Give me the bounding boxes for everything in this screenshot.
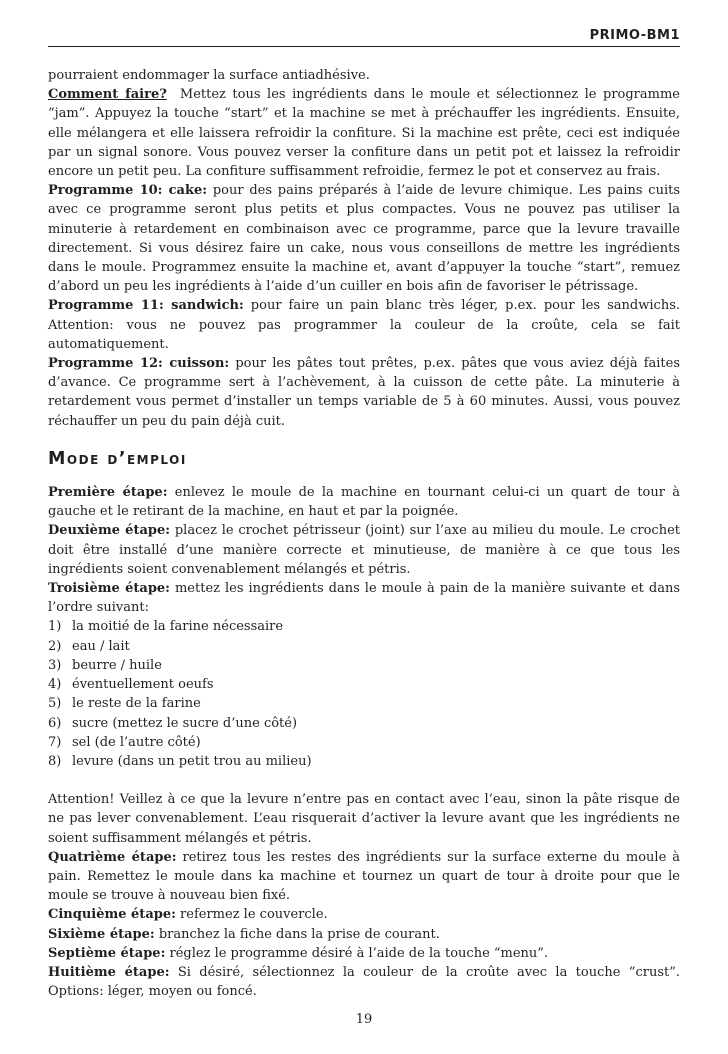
list-number: 5) — [48, 696, 62, 712]
list-item — [48, 733, 680, 752]
list-number: 2) — [48, 638, 62, 654]
section-heading: Mode d’emploi — [48, 448, 187, 469]
step-label: Cinquième étape: — [48, 907, 176, 923]
program-text: pour les pâtes tout prêtes, p.ex. pâtes que vous aviez déjà faites d’avance. Ce programme sert à l’achèvement, à la cuisson de cette pâte. La minuterie à retardement vous permet d’installer un temps variable de 5 à 60 minutes. Aussi, vous pouvez réchauffer un peu du pain déjà cuit. — [48, 356, 680, 429]
how-to-paragraph — [48, 85, 680, 181]
step-text: branchez la fiche dans la prise de courant. — [158, 926, 440, 942]
list-item — [48, 694, 680, 713]
step-paragraph — [48, 483, 680, 521]
step-paragraph — [48, 848, 680, 906]
list-item-text: eau / lait — [72, 638, 130, 654]
program-label: Programme 12: cuisson: — [48, 356, 230, 372]
step-label: Troisième étape: — [48, 581, 170, 597]
list-item-text: la moitié de la farine nécessaire — [72, 619, 284, 635]
list-item — [48, 656, 680, 675]
intro-continuation: pourraient endommager la surface antiadhésive. — [48, 68, 370, 83]
list-number: 6) — [48, 715, 62, 731]
program-paragraph — [48, 296, 680, 354]
list-item-text: le reste de la farine — [72, 696, 201, 712]
step-label: Première étape: — [48, 485, 168, 501]
document-title: PRIMO-BM1 — [589, 28, 680, 43]
step-paragraph — [48, 521, 680, 579]
header-rule — [48, 46, 680, 47]
step-label: Quatrième étape: — [48, 849, 177, 865]
step-label: Deuxième étape: — [48, 523, 171, 539]
list-item-text: sel (de l’autre côté) — [72, 734, 201, 750]
list-number: 8) — [48, 753, 62, 769]
step-text: retirez tous les restes des ingrédients sur la surface externe du moule à pain. Remettez le moule dans ka machine et tournez un quart de tour à droite pour que le moule se trouve à nouveau bien fixé. — [48, 849, 680, 904]
step-text: enlevez le moule de la machine en tournant celui-ci un quart de tour à gauche et le retirant de la machine, en haut et par la poignée. — [48, 485, 680, 520]
step-label: Septième étape: — [48, 945, 166, 961]
step-label: Huitième étape: — [48, 964, 170, 980]
page-header — [48, 26, 680, 48]
page-number: 19 — [355, 1012, 373, 1027]
program-paragraph — [48, 181, 680, 296]
step-label: Sixième étape: — [48, 926, 155, 942]
step-text: refermez le couvercle. — [180, 907, 328, 923]
list-item-text: éventuellement oeufs — [72, 677, 214, 693]
step-paragraph — [48, 905, 680, 924]
list-item-text: beurre / huile — [72, 657, 162, 673]
how-to-label: Comment faire? — [48, 87, 167, 103]
program-text: pour faire un pain blanc très léger, p.ex. pour les sandwichs. Attention: vous ne pouvez pas programmer la couleur de la croûte, cela se fait automatiquement. — [48, 298, 680, 352]
page-content — [48, 66, 680, 1001]
step-text: Si désiré, sélectionnez la couleur de la croûte avec la touche “crust”. Options: léger, moyen ou foncé. — [48, 964, 680, 1000]
list-item — [48, 714, 680, 733]
list-number: 7) — [48, 734, 62, 750]
list-number: 4) — [48, 677, 62, 693]
list-item — [48, 617, 680, 636]
how-to-text: Mettez tous les ingrédients dans le moule et sélectionnez le programme “jam”. Appuyez la touche “start” et la machine se met à préchauffer les ingrédients. Ensuite, elle mélangera et elle laissera refroidir la confiture. Si la machine est prête, ceci est indiquée par un signal sonore. Vous pouvez verser la confiture dans un petit pot et laissez la refroidir encore un petit peu. La confiture suffisamment refroidie, fermez le pot et conservez au frais. — [48, 87, 680, 180]
list-number: 1) — [48, 619, 62, 635]
list-item-text: sucre (mettez le sucre d’une côté) — [72, 715, 298, 731]
step-text: réglez le programme désiré à l’aide de la touche “menu”. — [169, 945, 549, 961]
program-text: pour des pains préparés à l’aide de levure chimique. Les pains cuits avec ce programme seront plus petits et plus compactes. Vous ne pouvez pas utiliser la minuterie à retardement en combinaison avec ce programme, parce que la levure travaille directement. Si vous désirez faire un cake, nous vous conseillons de mettre les ingrédients dans le moule. Programmez ensuite la machine et, avant d’appuyer la touche “start”, remuez d’abord un peu les ingrédients à l’aide d’un cuiller en bois afin de favoriser le pétrissage. — [48, 183, 681, 295]
step-paragraph — [48, 944, 680, 963]
program-label: Programme 11: sandwich: — [48, 298, 244, 314]
paragraph-spacer — [48, 771, 680, 790]
attention-paragraph: Attention! Veillez à ce que la levure n’entre pas en contact avec l’eau, sinon la pâte risque de ne pas lever convenablement. L’eau risquerait d’activer la levure avant que les ingrédients ne soient suffisamment mélangés et pétris. — [48, 792, 680, 846]
step-text: mettez les ingrédients dans le moule à pain de la manière suivante et dans l’ordre suivant: — [48, 581, 680, 616]
step-paragraph — [48, 963, 680, 1001]
list-number: 3) — [48, 657, 62, 673]
step-paragraph — [48, 579, 680, 617]
step-paragraph — [48, 925, 680, 944]
list-item — [48, 637, 680, 656]
step-text: placez le crochet pétrisseur (joint) sur l’axe au milieu du moule. Le crochet doit être installé d’une manière correcte et minutieuse, de manière à ce que tous les ingrédients soient convenablement mélangés et pétris. — [48, 523, 680, 577]
program-paragraph — [48, 354, 680, 431]
list-item-text: levure (dans un petit trou au milieu) — [72, 753, 312, 769]
list-item — [48, 752, 680, 771]
program-label: Programme 10: cake: — [48, 183, 208, 199]
list-item — [48, 675, 680, 694]
ingredient-list — [48, 617, 680, 771]
